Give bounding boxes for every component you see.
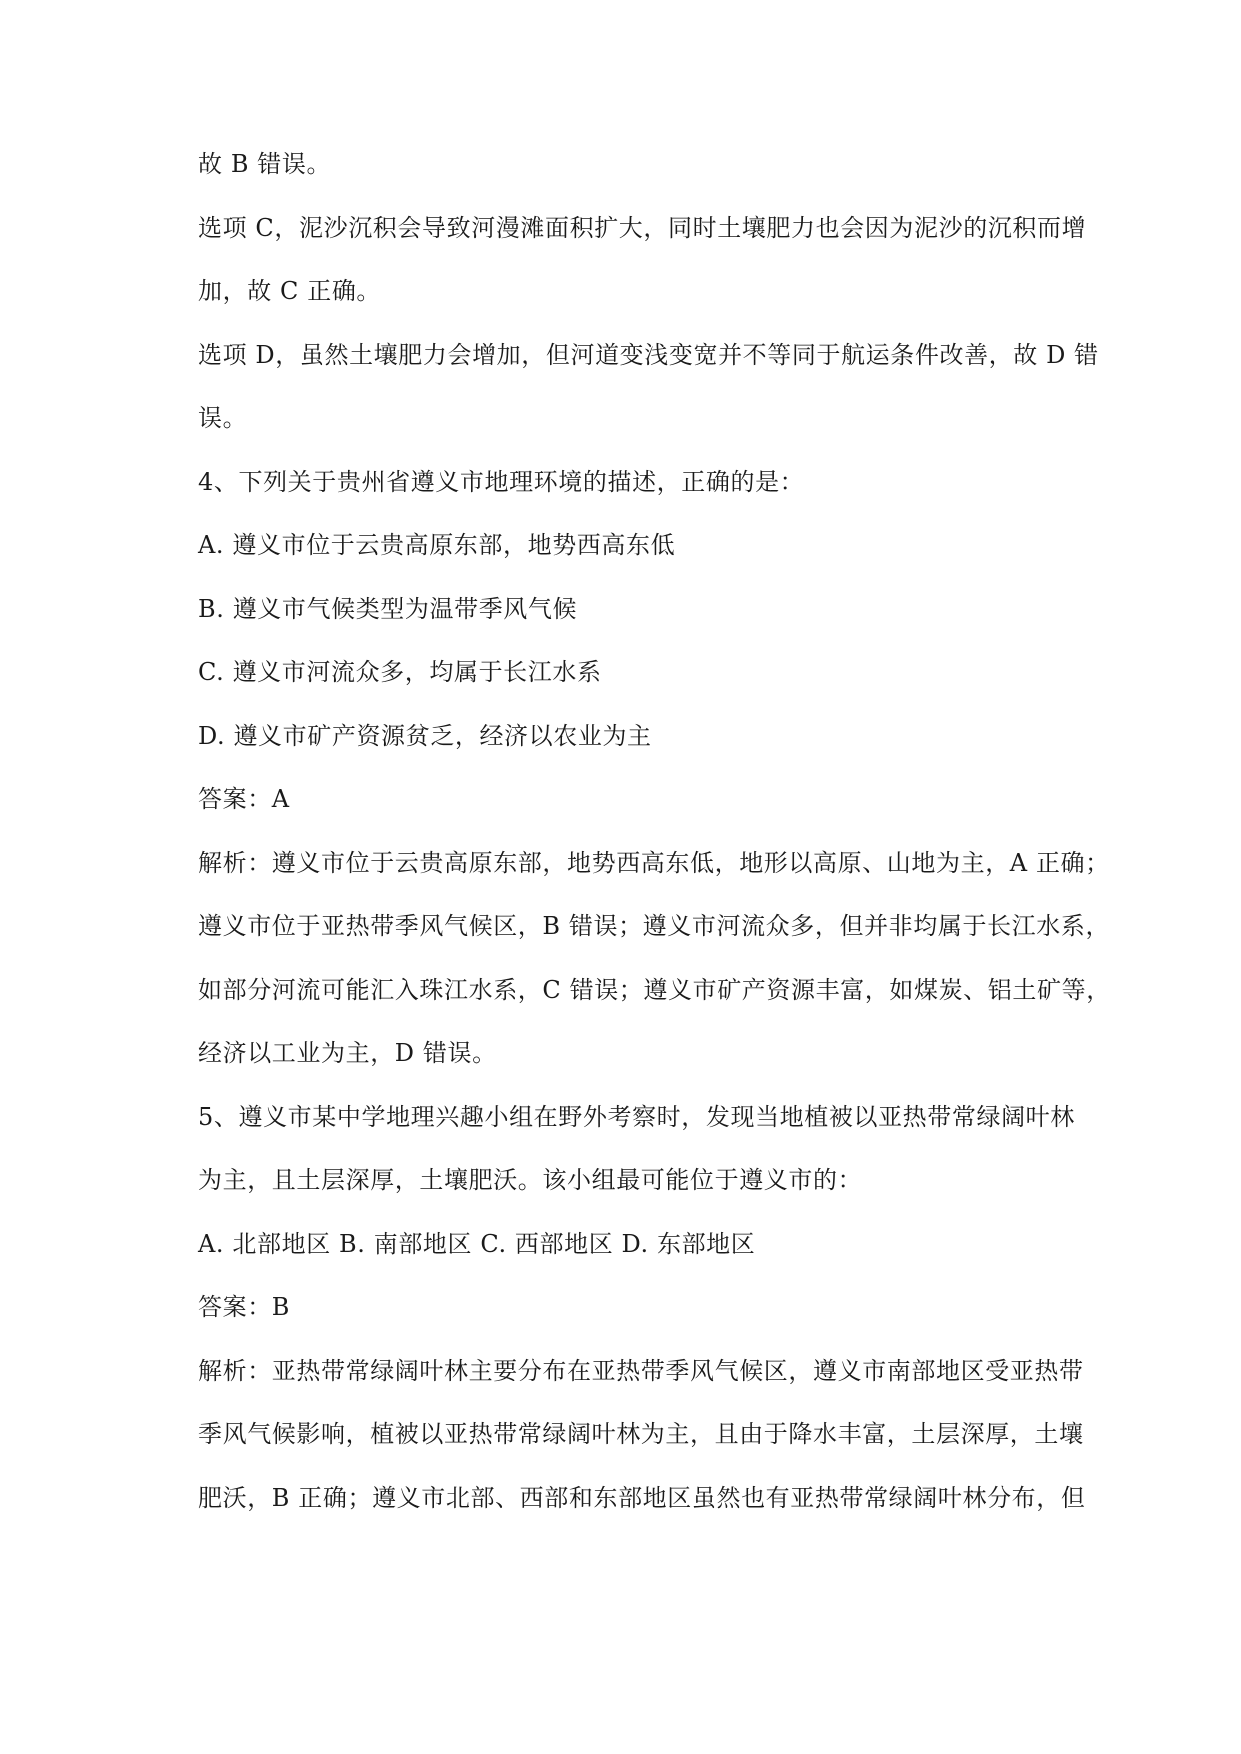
question-4-option-c: C. 遵义市河流众多，均属于长江水系 (198, 658, 602, 686)
question-5-analysis: 季风气候影响，植被以亚热带常绿阔叶林为主，且由于降水丰富，土层深厚，土壤 (198, 1420, 1084, 1448)
question-4-analysis: 遵义市位于亚热带季风气候区，B 错误；遵义市河流众多，但并非均属于长江水系， (198, 912, 1111, 940)
question-4-stem: 4、下列关于贵州省遵义市地理环境的描述，正确的是： (198, 468, 805, 496)
text-line: 选项 C，泥沙沉积会导致河漫滩面积扩大，同时土壤肥力也会因为泥沙的沉积而增 (198, 214, 1087, 242)
question-4-analysis: 如部分河流可能汇入珠江水系，C 错误；遵义市矿产资源丰富，如煤炭、铝土矿等， (198, 976, 1111, 1004)
question-5-options: A. 北部地区 B. 南部地区 C. 西部地区 D. 东部地区 (198, 1230, 756, 1258)
question-5-analysis: 肥沃，B 正确；遵义市北部、西部和东部地区虽然也有亚热带常绿阔叶林分布，但 (198, 1484, 1086, 1512)
text-line: 加，故 C 正确。 (198, 277, 382, 305)
question-4-option-d: D. 遵义市矿产资源贫乏，经济以农业为主 (198, 722, 652, 750)
question-5-stem: 5、遵义市某中学地理兴趣小组在野外考察时，发现当地植被以亚热带常绿阔叶林 (198, 1103, 1075, 1131)
question-4-answer: 答案：A (198, 785, 290, 813)
question-5-answer: 答案：B (198, 1293, 291, 1321)
question-4-analysis: 解析：遵义市位于云贵高原东部，地势西高东低，地形以高原、山地为主，A 正确； (198, 849, 1110, 877)
question-4-option-b: B. 遵义市气候类型为温带季风气候 (198, 595, 578, 623)
question-5-analysis: 解析：亚热带常绿阔叶林主要分布在亚热带季风气候区，遵义市南部地区受亚热带 (198, 1357, 1084, 1385)
question-4-option-a: A. 遵义市位于云贵高原东部，地势西高东低 (198, 531, 676, 559)
text-line: 故 B 错误。 (198, 150, 332, 178)
text-line: 选项 D，虽然土壤肥力会增加，但河道变浅变宽并不等同于航运条件改善，故 D 错 (198, 341, 1099, 369)
text-line: 误。 (198, 404, 248, 432)
question-4-analysis: 经济以工业为主，D 错误。 (198, 1039, 497, 1067)
question-5-stem: 为主，且土层深厚，土壤肥沃。该小组最可能位于遵义市的： (198, 1166, 863, 1194)
